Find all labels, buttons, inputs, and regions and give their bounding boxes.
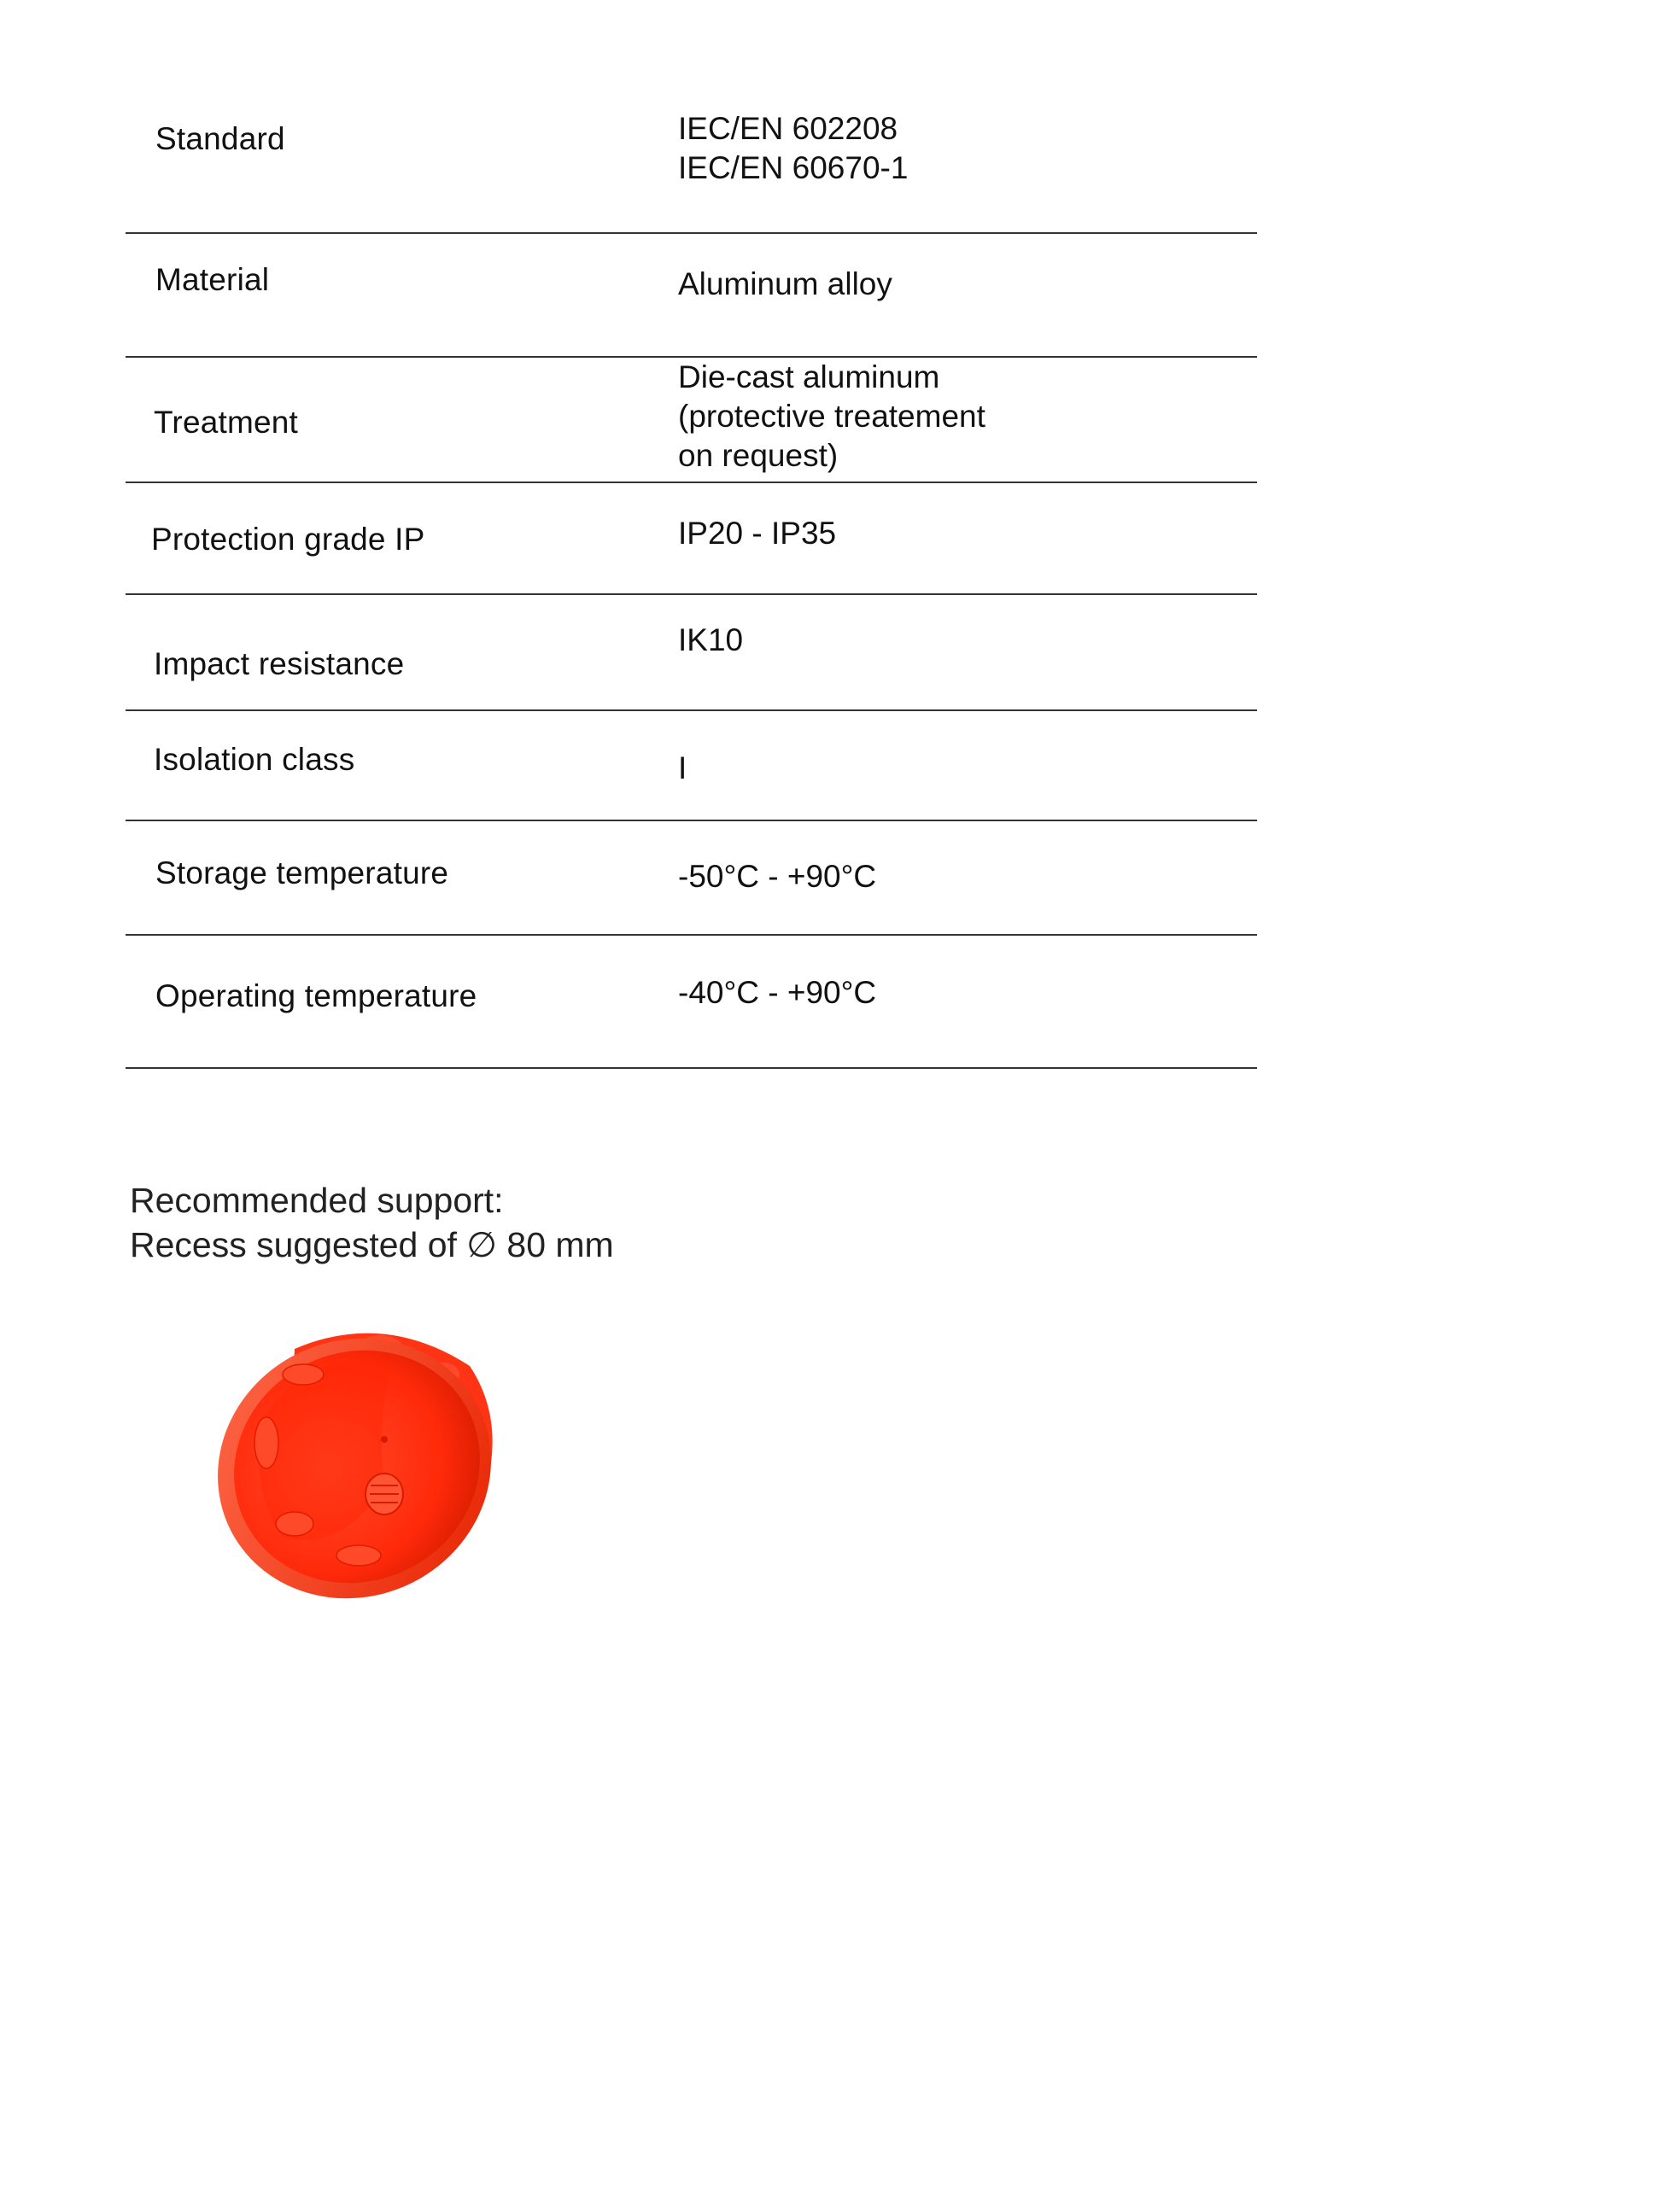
spec-value-line: IEC/EN 60670-1 [678, 150, 909, 185]
support-title: Recommended support: [130, 1181, 504, 1220]
spec-value [678, 973, 876, 1013]
spec-value [678, 265, 892, 304]
red-recess-box-image [213, 1315, 504, 1605]
spec-row-material [126, 234, 1257, 358]
spec-label: Storage temperature [155, 855, 449, 890]
recommended-support [130, 1178, 614, 1267]
spec-label: Impact resistance [154, 646, 405, 681]
support-detail: Recess suggested of ∅ 80 mm [130, 1225, 614, 1264]
spec-row-isolation-class [126, 711, 1257, 821]
spec-label: Isolation class [154, 742, 355, 777]
spec-value-line: IP20 - IP35 [678, 516, 837, 551]
spec-value [678, 514, 836, 553]
spec-value-line: -50°C - +90°C [678, 859, 877, 894]
spec-row-protection-grade [126, 483, 1257, 595]
spec-label: Standard [155, 121, 285, 156]
spec-value [678, 109, 908, 188]
spec-value-line: I [678, 750, 687, 785]
spec-value-line: on request) [678, 438, 839, 473]
spec-row-operating-temperature [126, 936, 1257, 1069]
spec-value [678, 857, 876, 896]
spec-row-storage-temperature [126, 821, 1257, 936]
spec-value-line: (protective treatement [678, 399, 985, 434]
spec-value-line: -40°C - +90°C [678, 975, 877, 1010]
spec-row-treatment [126, 358, 1257, 483]
spec-value [678, 621, 743, 660]
spec-label: Operating temperature [155, 978, 477, 1013]
spec-value-line: Die-cast aluminum [678, 359, 940, 394]
spec-label: Treatment [154, 405, 299, 440]
specs-table [126, 102, 1257, 1069]
spec-value-line: IEC/EN 602208 [678, 111, 898, 146]
spec-value [678, 358, 985, 476]
spec-label: Material [155, 262, 270, 297]
spec-value-line: Aluminum alloy [678, 266, 892, 301]
spec-row-impact-resistance [126, 595, 1257, 711]
spec-label: Protection grade IP [151, 522, 425, 557]
spec-row-standard [126, 102, 1257, 234]
spec-value-line: IK10 [678, 622, 744, 657]
spec-value [678, 749, 687, 788]
recess-box-drawing [213, 1315, 504, 1605]
